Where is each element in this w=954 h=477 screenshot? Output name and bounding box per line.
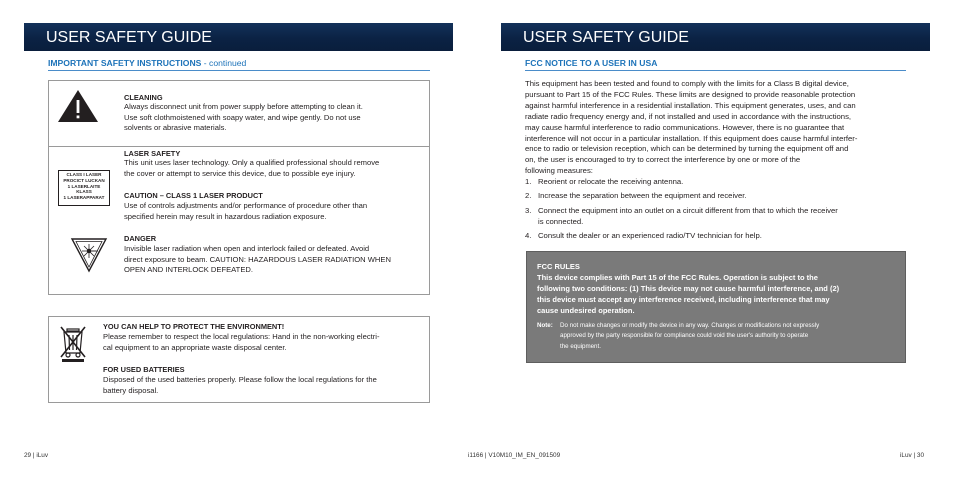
cleaning-heading: CLEANING bbox=[124, 93, 163, 102]
right-page-footer: iLuv | 30 bbox=[900, 452, 925, 459]
list-item: 3. Connect the equipment into an outlet on a circuit different from that to which the receiver is connected. bbox=[525, 205, 838, 226]
warning-triangle-icon bbox=[56, 88, 100, 124]
batteries-text: Disposed of the used batteries properly. Please follow the local regulations for the battery disposal. bbox=[103, 375, 377, 395]
list-item: 4. Consult the dealer or an experienced radio/TV technician for help. bbox=[525, 231, 762, 241]
fcc-note-text: Do not make changes or modify the device in any way. Changes or modifications not expressly approved by the party responsible for compliance could void the user's authority to operate the equipment. bbox=[560, 322, 820, 350]
environment-text: Please remember to respect the local regulations: Hand in the non-working electri- cal equipment to an appropriate waste disposal center. bbox=[103, 332, 380, 352]
list-item: 1. Reorient or relocate the receiving antenna. bbox=[525, 177, 684, 186]
fcc-rules-text: FCC RULES This device complies with Part 15 of the FCC Rules. Operation is subject to the following two conditions: (1) This device may not cause harmful interference, and (2) this device must accept any interference received, including interference that may cause undesired operation. bbox=[537, 261, 897, 316]
batteries-heading: FOR USED BATTERIES bbox=[103, 365, 185, 374]
environment-heading: YOU CAN HELP TO PROTECT THE ENVIRONMENT! bbox=[103, 322, 285, 331]
laser-safety-heading: LASER SAFETY bbox=[124, 149, 181, 158]
fcc-note-label: Note: bbox=[537, 322, 553, 329]
caution-text: Use of controls adjustments and/or performance of procedure other than specified herein may result in hazardous radiation exposure. bbox=[124, 201, 368, 221]
left-section-rule bbox=[48, 70, 430, 71]
document-code: i1166 | V10M10_IM_EN_091509 bbox=[468, 452, 561, 459]
crossed-out-bin-icon bbox=[58, 323, 88, 363]
caution-heading: CAUTION – CLASS 1 LASER PRODUCT bbox=[124, 191, 263, 200]
right-section-rule bbox=[525, 70, 906, 71]
danger-text: Invisible laser radiation when open and interlock failed or defeated. Avoid direct exposure to beam. CAUTION: HAZARDOUS LASER RADIATION WHEN OPEN AND INTERLOCK DEFEATED. bbox=[124, 244, 391, 275]
right-section-title: FCC NOTICE TO A USER IN USA bbox=[525, 58, 658, 68]
laser-radiation-icon bbox=[68, 236, 110, 274]
fcc-intro-paragraph: This equipment has been tested and found to comply with the limits for a Class B digital device, pursuant to Part 15 of the FCC Rules. These limits are designed to provide reasonable protection against harmful interference in a residential installation. This equipment generates, uses, and can radiate radio frequency energy and, if not installed and used in accordance with the instructions, may cause harmful interference to radio communications. However, there is no guarantee that interference will not occur in a particular installation. If this equipment does cause harmful interfer- ence to radio or television reception, which can be determined by turning the equipment off and on, the user is encouraged to try to correct the interference by one or more of the following measures: bbox=[525, 79, 858, 176]
left-section-title: IMPORTANT SAFETY INSTRUCTIONS - continued bbox=[48, 58, 247, 68]
fcc-rules-heading: FCC RULES bbox=[537, 262, 580, 271]
left-banner-title: USER SAFETY GUIDE bbox=[46, 29, 212, 46]
safety-box-divider bbox=[48, 146, 430, 147]
right-banner bbox=[501, 23, 930, 51]
cleaning-text: Always disconnect unit from power supply before attempting to clean it. Use soft clothmoistened with soapy water, and wipe gently. Do not use solvents or abrasive materials. bbox=[124, 102, 363, 133]
list-item: 2. Increase the separation between the equipment and receiver. bbox=[525, 191, 747, 201]
laser-class-label: CLASS I LASER PROCICT LUCKAN 1 LASERLAITE KLASS 1 LASERAPPARAT bbox=[58, 170, 110, 206]
danger-heading: DANGER bbox=[124, 234, 157, 243]
right-banner-title: USER SAFETY GUIDE bbox=[523, 29, 689, 46]
laser-safety-text: This unit uses laser technology. Only a qualified professional should remove the cover or attempt to service this device, due to possible eye injury. bbox=[124, 158, 380, 178]
left-page-footer: 29 | iLuv bbox=[24, 452, 49, 459]
left-banner bbox=[24, 23, 453, 51]
fcc-measures-list bbox=[525, 177, 911, 242]
